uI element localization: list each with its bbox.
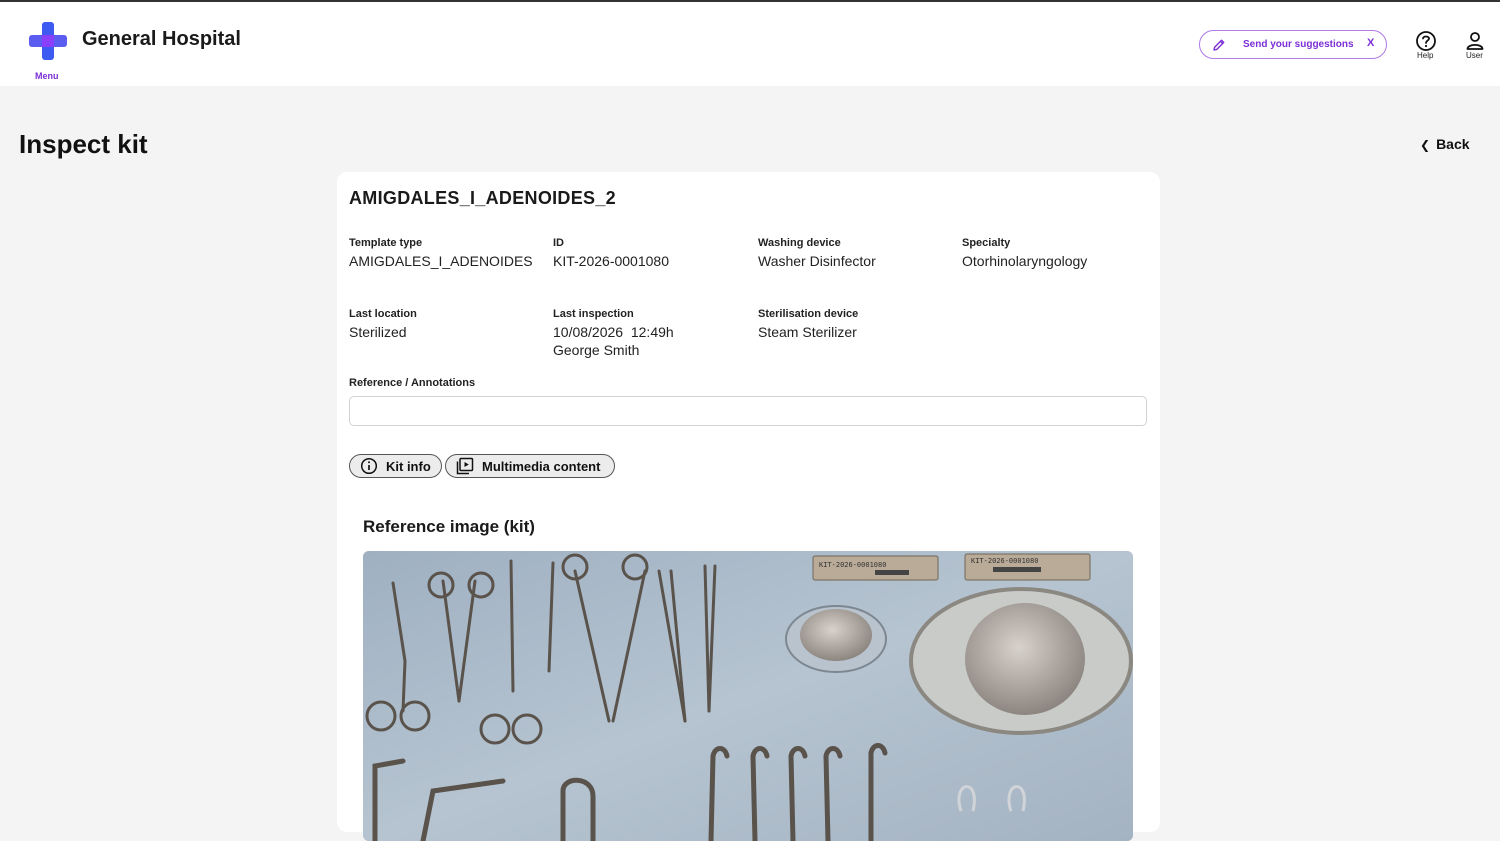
reference-image-title: Reference image (kit): [363, 517, 535, 536]
app-header: [0, 2, 1500, 86]
kit-details-card: [337, 172, 1160, 832]
tab-kit-info-label: Kit info: [386, 459, 431, 474]
suggestions-label: Send your suggestions: [1243, 39, 1354, 50]
help-label: Help: [1417, 51, 1434, 60]
multimedia-icon: [456, 457, 474, 475]
back-label: Back: [1436, 136, 1470, 152]
annotations-input[interactable]: [349, 396, 1147, 426]
suggestions-button[interactable]: [1199, 30, 1387, 59]
specialty-label: Specialty: [962, 237, 1011, 249]
template-type-value: AMIGDALES_I_ADENOIDES: [349, 253, 533, 269]
sterilisation-device-value: Steam Sterilizer: [758, 324, 857, 340]
info-icon: [360, 457, 378, 475]
kit-tag-2-text: KIT-2026-0001080: [971, 557, 1039, 565]
specialty-value: Otorhinolaryngology: [962, 253, 1088, 269]
app-title: General Hospital: [82, 28, 241, 50]
washing-device-label: Washing device: [758, 237, 841, 249]
last-inspection-user: George Smith: [553, 342, 640, 358]
user-label: User: [1466, 51, 1483, 60]
annotations-label: Reference / Annotations: [349, 377, 476, 389]
hospital-logo-icon[interactable]: [29, 22, 67, 60]
back-button[interactable]: [1420, 136, 1470, 152]
sterilisation-device-label: Sterilisation device: [758, 308, 859, 320]
user-icon[interactable]: [1464, 30, 1486, 52]
washing-device-value: Washer Disinfector: [758, 253, 876, 269]
tab-multimedia-content[interactable]: [445, 454, 615, 478]
kit-tag-1-text: KIT-2026-0001080: [819, 561, 887, 569]
kit-name: AMIGDALES_I_ADENOIDES_2: [349, 188, 616, 208]
tab-kit-info[interactable]: [349, 454, 442, 478]
help-icon[interactable]: [1415, 30, 1437, 52]
last-inspection-datetime: [553, 323, 674, 341]
menu-button[interactable]: Menu: [35, 71, 59, 81]
page-title: Inspect kit: [19, 129, 148, 159]
suggestions-close-button[interactable]: X: [1367, 37, 1375, 49]
tab-multimedia-label: Multimedia content: [482, 459, 601, 474]
template-type-label: Template type: [349, 237, 423, 249]
last-inspection-date: 10/08/2026: [553, 324, 624, 340]
last-inspection-time: 12:49h: [630, 324, 674, 340]
surgical-instruments-photo: [363, 551, 1133, 841]
last-inspection-label: Last inspection: [553, 308, 634, 320]
id-label: ID: [553, 237, 564, 249]
pencil-icon: [1212, 38, 1226, 52]
chevron-left-icon: ❮: [1420, 138, 1431, 152]
last-location-value: Sterilized: [349, 324, 407, 340]
reference-kit-image: [363, 551, 1133, 841]
last-location-label: Last location: [349, 308, 417, 320]
id-value: KIT-2026-0001080: [553, 253, 669, 269]
